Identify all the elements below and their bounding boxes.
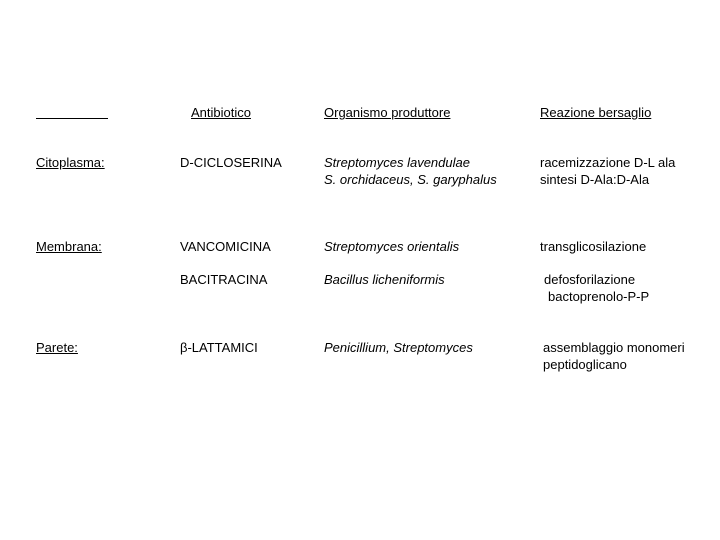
row-target-line1: transglicosilazione [540,239,647,254]
row-target-line1: defosforilazione [544,272,636,287]
row-producer-line1: Bacillus licheniformis [324,272,445,287]
row-target-line2: bactoprenolo-P-P [548,289,650,304]
row-producer-line1: Streptomyces lavendulae [324,155,470,170]
row-location: Citoplasma: [36,155,105,170]
row-antibiotic: D-CICLOSERINA [180,155,282,170]
row-target-line2: peptidoglicano [543,357,627,372]
header-blank-underline [36,118,108,119]
header-target: Reazione bersaglio [540,105,652,120]
row-producer-line2: S. orchidaceus, S. garyphalus [324,172,497,187]
header-antibiotic: Antibiotico [191,105,251,120]
row-location: Membrana: [36,239,102,254]
row-location: Parete: [36,340,78,355]
row-target-line1: assemblaggio monomeri [543,340,685,355]
row-producer-line1: Penicillium, Streptomyces [324,340,473,355]
row-target-line1: racemizzazione D-L ala [540,155,676,170]
row-producer-line1: Streptomyces orientalis [324,239,460,254]
row-antibiotic: VANCOMICINA [180,239,271,254]
row-antibiotic: BACITRACINA [180,272,268,287]
header-producer: Organismo produttore [324,105,451,120]
row-target-line2: sintesi D-Ala:D-Ala [540,172,650,187]
row-antibiotic: β-LATTAMICI [180,340,258,355]
